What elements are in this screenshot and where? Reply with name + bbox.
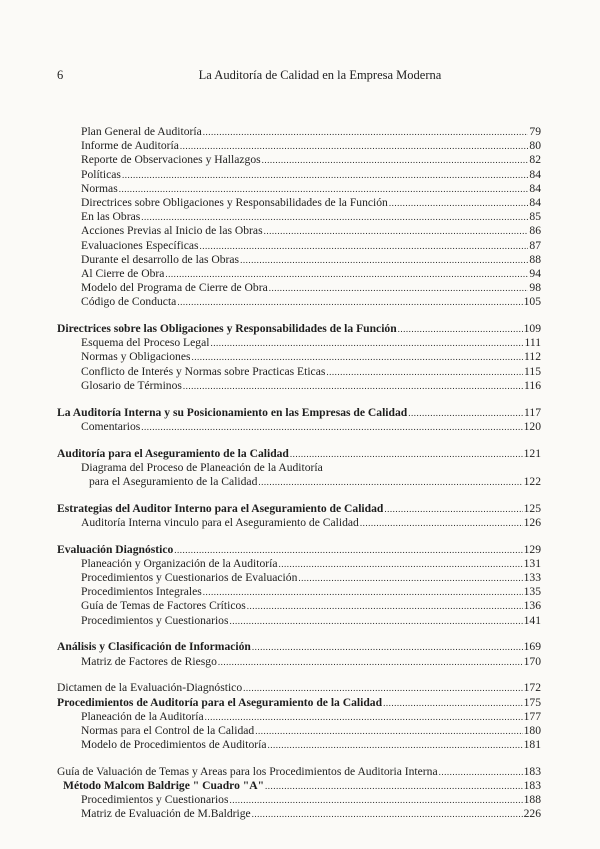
- toc-entry-page: 79: [529, 125, 541, 138]
- dot-leader: [252, 807, 523, 821]
- toc-entry-page: 122: [523, 474, 541, 488]
- table-of-contents: [57, 125, 541, 822]
- toc-entry-page: 141: [523, 613, 541, 627]
- toc-entry: [57, 267, 541, 281]
- toc-entry: [57, 379, 541, 393]
- toc-entry: [57, 224, 541, 238]
- toc-entry-label: Procedimientos de Auditoría para el Aseguramiento de la Calidad: [57, 695, 383, 709]
- toc-entry-page: 175: [523, 695, 541, 709]
- toc-entry: [57, 350, 541, 364]
- toc-entry-label: Procedimientos y Cuestionarios: [81, 793, 229, 807]
- toc-entry: [57, 295, 541, 309]
- dot-leader: [258, 475, 522, 489]
- toc-entry: [57, 125, 541, 139]
- toc-entry-label: Diagrama del Proceso de Planeación de la Auditoría: [81, 460, 323, 474]
- toc-entry-page: 88: [529, 252, 541, 266]
- dot-leader: [439, 765, 523, 779]
- toc-entry-page: 181: [523, 738, 541, 752]
- toc-entry-page: 183: [523, 779, 541, 793]
- toc-entry-page: 84: [529, 181, 541, 195]
- toc-entry-label: Políticas: [81, 167, 121, 181]
- toc-entry-label: Planeación de la Auditoría: [81, 709, 204, 723]
- toc-entry: [57, 281, 541, 295]
- toc-entry-label: Análisis y Clasificación de Información: [57, 640, 251, 654]
- toc-entry: [57, 599, 541, 613]
- toc-section-entry: [57, 322, 541, 336]
- toc-spacer: [57, 669, 541, 682]
- toc-entry-label: Esquema del Proceso Legal: [81, 336, 210, 350]
- toc-entry-page: 188: [523, 793, 541, 807]
- toc-entry-page: 125: [523, 501, 541, 515]
- dot-leader: [383, 696, 523, 710]
- toc-entry-label: Comentarios: [81, 419, 141, 433]
- toc-entry-label: Modelo de Procedimientos de Auditoría: [81, 738, 267, 752]
- dot-leader: [255, 724, 522, 738]
- dot-leader: [165, 267, 528, 281]
- dot-leader: [210, 336, 523, 350]
- dot-leader: [408, 406, 523, 420]
- toc-entry-label: Reporte de Observaciones y Hallazgos: [81, 153, 261, 167]
- toc-entry-label: Directrices sobre las Obligaciones y Responsabilidades de la Función: [57, 322, 397, 336]
- toc-entry-page: 115: [524, 364, 541, 378]
- dot-leader: [360, 516, 523, 530]
- toc-entry: [57, 139, 541, 153]
- toc-entry-label: Al Cierre de Obra: [81, 266, 165, 280]
- toc-entry-page: 116: [524, 378, 541, 392]
- toc-entry: [57, 210, 541, 224]
- toc-entry-label: Guía de Valuación de Temas y Areas para los Procedimientos de Auditoria Interna: [57, 764, 438, 778]
- toc-entry-label: Evaluación Diagnóstico: [57, 542, 174, 556]
- dot-leader: [229, 793, 522, 807]
- toc-entry-label: Estrategias del Auditor Interno para el Aseguramiento de Calidad: [57, 501, 384, 515]
- toc-entry: [57, 557, 541, 571]
- toc-entry: [57, 182, 541, 196]
- toc-entry-page: 82: [529, 153, 541, 167]
- toc-entry: [57, 807, 541, 821]
- dot-leader: [265, 779, 523, 793]
- dot-leader: [389, 196, 529, 210]
- toc-entry-page: 109: [523, 322, 541, 336]
- dot-leader: [205, 710, 523, 724]
- dot-leader: [119, 182, 529, 196]
- toc-entry: [57, 153, 541, 167]
- toc-entry-label: Informe de Auditoría: [81, 139, 179, 153]
- toc-section-entry: [57, 502, 541, 516]
- toc-entry-page: 120: [523, 419, 541, 433]
- toc-entry: [57, 571, 541, 585]
- dot-leader: [141, 210, 528, 224]
- dot-leader: [279, 557, 523, 571]
- toc-entry-page: 87: [529, 238, 541, 252]
- dot-leader: [398, 322, 523, 336]
- dot-leader: [262, 153, 529, 167]
- toc-entry-page: 105: [523, 295, 541, 309]
- toc-entry: [57, 475, 541, 489]
- toc-entry: [57, 585, 541, 599]
- toc-entry-page: 180: [523, 723, 541, 737]
- dot-leader: [183, 379, 523, 393]
- toc-entry-label: Normas para el Control de la Calidad: [81, 723, 255, 737]
- toc-section-entry: [57, 696, 541, 710]
- toc-entry-label: Glosario de Términos: [81, 378, 182, 392]
- toc-spacer: [57, 393, 541, 406]
- toc-entry: [57, 461, 541, 475]
- toc-entry-page: 183: [523, 764, 541, 778]
- toc-section-entry: [57, 406, 541, 420]
- dot-leader: [326, 365, 523, 379]
- toc-entry-page: 135: [523, 585, 541, 599]
- toc-entry-label: Método Malcom Baldrige " Cuadro "A": [63, 779, 265, 793]
- toc-entry-page: 169: [523, 640, 541, 654]
- toc-entry-label: Plan General de Auditoría: [81, 125, 202, 138]
- toc-entry: [57, 196, 541, 210]
- toc-entry-page: 136: [523, 599, 541, 613]
- toc-entry-page: 226: [523, 807, 541, 821]
- toc-section-entry: [57, 640, 541, 654]
- dot-leader: [247, 599, 523, 613]
- toc-entry-label: Normas y Obligaciones: [81, 350, 191, 364]
- toc-entry: [57, 793, 541, 807]
- dot-leader: [243, 681, 522, 695]
- toc-entry-label: La Auditoría Interna y su Posicionamiento en las Empresas de Calidad: [57, 405, 408, 419]
- toc-section-entry: [57, 543, 541, 557]
- toc-entry-page: 84: [529, 195, 541, 209]
- toc-section-entry: [57, 447, 541, 461]
- toc-entry-label: Acciones Previas al Inicio de las Obras: [81, 224, 263, 238]
- toc-entry-page: 133: [523, 571, 541, 585]
- toc-entry: [57, 710, 541, 724]
- toc-spacer: [57, 309, 541, 322]
- toc-entry-label: Evaluaciones Específicas: [81, 238, 199, 252]
- dot-leader: [252, 640, 523, 654]
- toc-entry: [57, 253, 541, 267]
- toc-entry-label: Matriz de Factores de Riesgo: [81, 654, 217, 668]
- dot-leader: [267, 738, 522, 752]
- toc-entry-label: Código de Conducta: [81, 295, 177, 309]
- dot-leader: [191, 350, 523, 364]
- toc-entry: [57, 738, 541, 752]
- toc-entry-page: 98: [529, 281, 541, 295]
- dot-leader: [180, 139, 529, 153]
- dot-leader: [200, 239, 529, 253]
- toc-section-entry: [57, 681, 541, 695]
- toc-entry-label: Durante el desarrollo de las Obras: [81, 252, 240, 266]
- toc-entry-label: Conflicto de Interés y Normas sobre Practicas Eticas: [81, 364, 326, 378]
- toc-entry: [57, 516, 541, 530]
- dot-leader: [122, 168, 528, 182]
- toc-entry-label: Guía de Temas de Factores Críticos: [81, 599, 246, 613]
- toc-entry-label: Auditoría para el Aseguramiento de la Calidad: [57, 446, 289, 460]
- toc-entry-page: 86: [529, 224, 541, 238]
- running-header: La Auditoría de Calidad en la Empresa Moderna: [198, 68, 442, 82]
- toc-entry-page: 129: [523, 542, 541, 556]
- dot-leader: [141, 420, 522, 434]
- toc-entry-label: Normas: [81, 181, 118, 195]
- toc-section-entry: [57, 779, 541, 793]
- toc-entry-label: En las Obras: [81, 210, 141, 224]
- toc-spacer: [57, 628, 541, 641]
- toc-entry-page: 85: [529, 210, 541, 224]
- toc-entry-page: 126: [523, 515, 541, 529]
- toc-entry: [57, 724, 541, 738]
- dot-leader: [264, 224, 529, 238]
- toc-entry: [57, 336, 541, 350]
- toc-entry-label: Auditoría Interna vinculo para el Aseguramiento de Calidad: [81, 515, 359, 529]
- toc-entry: [57, 168, 541, 182]
- toc-entry: [57, 420, 541, 434]
- toc-entry-page: 112: [524, 350, 541, 364]
- toc-spacer: [57, 530, 541, 543]
- toc-entry-page: 170: [523, 654, 541, 668]
- toc-entry-page: 117: [524, 405, 541, 419]
- dot-leader: [240, 253, 528, 267]
- dot-leader: [177, 295, 522, 309]
- dot-leader: [203, 585, 523, 599]
- dot-leader: [218, 655, 523, 669]
- toc-spacer: [57, 489, 541, 502]
- dot-leader: [269, 281, 529, 295]
- toc-entry-page: 84: [529, 167, 541, 181]
- toc-entry-label: Matriz de Evaluación de M.Baldrige: [81, 807, 251, 821]
- toc-entry-label: Procedimientos Integrales: [81, 585, 202, 599]
- toc-entry-label: Dictamen de la Evaluación-Diagnóstico: [57, 681, 243, 695]
- toc-entry-page: 111: [524, 336, 541, 350]
- toc-entry: [57, 614, 541, 628]
- toc-entry-label: para el Aseguramiento de la Calidad: [89, 474, 258, 488]
- toc-entry-label: Modelo del Programa de Cierre de Obra: [81, 281, 268, 295]
- toc-entry-page: 131: [523, 556, 541, 570]
- toc-entry-page: 94: [529, 266, 541, 280]
- toc-entry-label: Planeación y Organización de la Auditoría: [81, 556, 278, 570]
- toc-entry-label: Procedimientos y Cuestionarios: [81, 613, 229, 627]
- toc-spacer: [57, 752, 541, 765]
- toc-section-entry: [57, 765, 541, 779]
- toc-entry-label: Directrices sobre Obligaciones y Responsabilidades de la Función: [81, 195, 388, 209]
- dot-leader: [298, 571, 522, 585]
- dot-leader: [384, 502, 522, 516]
- toc-spacer: [57, 434, 541, 447]
- dot-leader: [174, 543, 522, 557]
- dot-leader: [203, 125, 529, 139]
- toc-entry-page: 172: [523, 681, 541, 695]
- toc-entry-page: 80: [529, 139, 541, 153]
- dot-leader: [290, 447, 523, 461]
- toc-entry: [57, 239, 541, 253]
- toc-entry-page: 121: [523, 446, 541, 460]
- dot-leader: [229, 614, 522, 628]
- toc-entry: [57, 365, 541, 379]
- toc-entry-page: 177: [523, 709, 541, 723]
- page-number: 6: [57, 68, 64, 82]
- toc-entry-label: Procedimientos y Cuestionarios de Evaluación: [81, 571, 298, 585]
- toc-entry: [57, 655, 541, 669]
